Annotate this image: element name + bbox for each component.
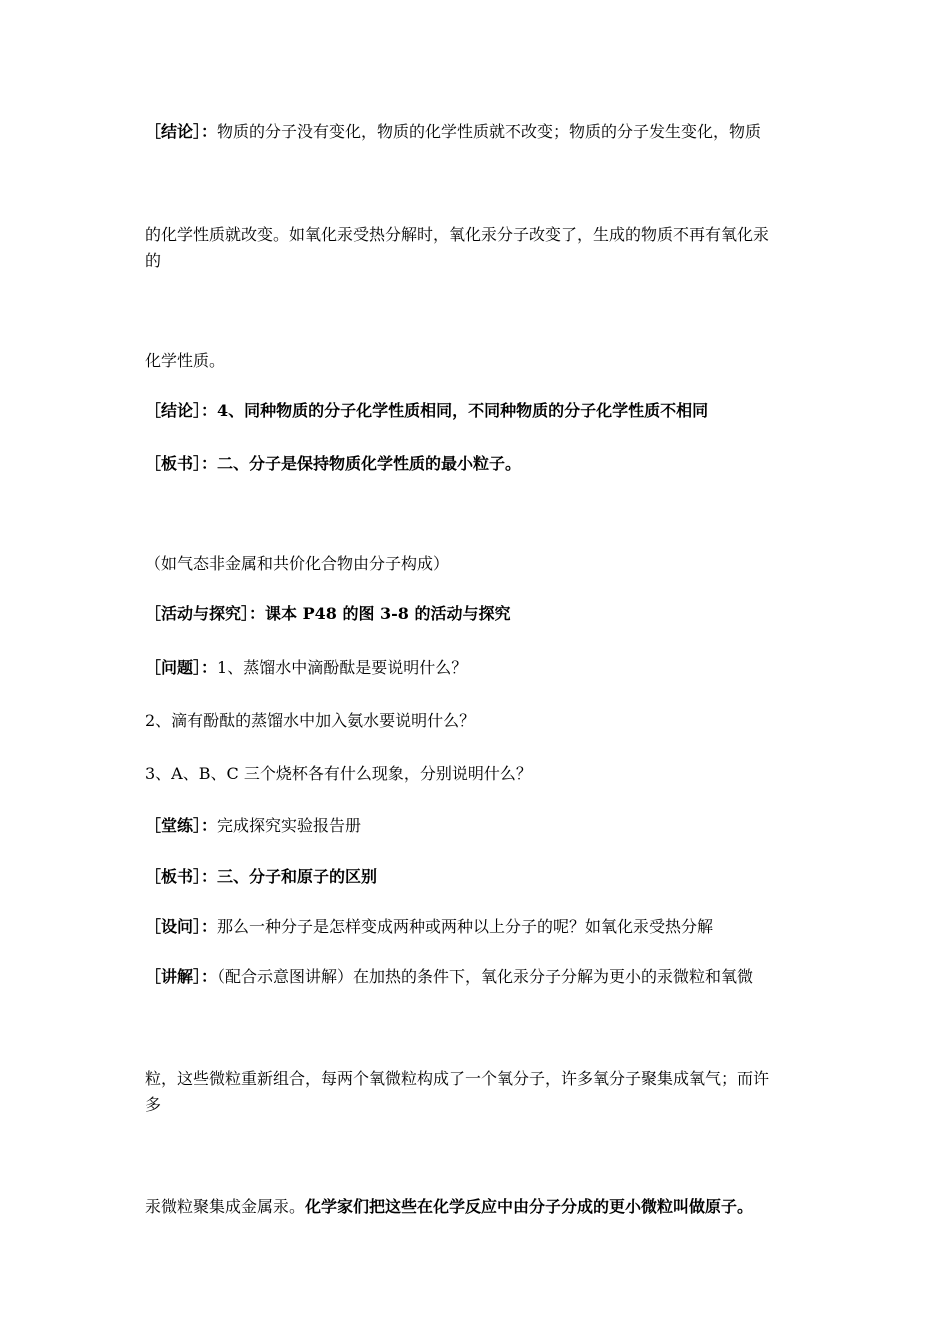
paragraph-text: （如气态非金属和共价化合物由分子构成） — [145, 554, 450, 573]
label-board: ［板书］： — [145, 454, 218, 473]
label-conclusion: ［结论］： — [145, 122, 218, 141]
label-activity: ［活动与探究］： — [145, 604, 266, 623]
paragraph-text: 4、同种物质的分子化学性质相同，不同种物质的分子化学性质不相同 — [217, 401, 709, 420]
paragraph-question-3 — [145, 763, 815, 785]
paragraph-text: 的化学性质就改变。如氧化汞受热分解时，氧化汞分子改变了，生成的物质不再有氧化汞 — [145, 225, 770, 244]
paragraph-text: 的 — [145, 251, 162, 270]
paragraph-continuation — [145, 1094, 815, 1116]
paragraph-text: 那么一种分子是怎样变成两种或两种以上分子的呢？如氧化汞受热分解 — [217, 917, 714, 936]
paragraph-text: 汞微粒聚集成金属汞。 — [145, 1197, 306, 1216]
paragraph-text: 三、分子和原子的区别 — [217, 867, 378, 886]
paragraph-conclusion-2 — [145, 400, 815, 422]
paragraph-continuation — [145, 350, 815, 372]
label-practice: ［堂练］： — [145, 816, 218, 835]
paragraph-text: 物质的分子没有变化，物质的化学性质就不改变；物质的分子发生变化，物质 — [217, 122, 762, 141]
paragraph-text: 二、分子是保持物质化学性质的最小粒子。 — [217, 454, 522, 473]
paragraph-board-2 — [145, 866, 815, 888]
paragraph-practice — [145, 815, 815, 837]
paragraph-text: 粒，这些微粒重新组合，每两个氧微粒构成了一个氧分子，许多氧分子聚集成氧气；而许 — [145, 1069, 770, 1088]
paragraph-text: 课本 P48 的图 3-8 的活动与探究 — [265, 604, 511, 623]
paragraph-continuation — [145, 1068, 815, 1090]
paragraph-conclusion-1 — [145, 121, 815, 143]
label-explain: ［讲解］： — [145, 967, 218, 986]
atom-definition-bold: 化学家们把这些在化学反应中由分子分成的更小微粒叫做原子。 — [305, 1197, 754, 1216]
paragraph-note — [145, 553, 815, 575]
paragraph-text: 完成探究实验报告册 — [217, 816, 362, 835]
paragraph-text: 1、蒸馏水中滴酚酞是要说明什么？ — [217, 658, 468, 677]
paragraph-continuation — [145, 250, 815, 272]
paragraph-continuation — [145, 224, 815, 246]
paragraph-board-1 — [145, 453, 815, 475]
paragraph-question-2 — [145, 710, 815, 732]
paragraph-activity — [145, 603, 815, 625]
paragraph-atom-definition — [145, 1196, 815, 1218]
paragraph-explain — [145, 966, 815, 988]
paragraph-text: 化学性质。 — [145, 351, 226, 370]
label-question: ［问题］： — [145, 658, 218, 677]
paragraph-text: 多 — [145, 1095, 162, 1114]
paragraph-question — [145, 657, 815, 679]
paragraph-text: （配合示意图讲解）在加热的条件下，氧化汞分子分解为更小的汞微粒和氧微 — [217, 967, 754, 986]
label-ask: ［设问］： — [145, 917, 218, 936]
label-conclusion: ［结论］： — [145, 401, 218, 420]
label-board: ［板书］： — [145, 867, 218, 886]
paragraph-ask — [145, 916, 815, 938]
paragraph-text: 2、滴有酚酞的蒸馏水中加入氨水要说明什么？ — [145, 711, 476, 730]
paragraph-text: 3、A、B、C 三个烧杯各有什么现象，分别说明什么？ — [145, 764, 532, 783]
